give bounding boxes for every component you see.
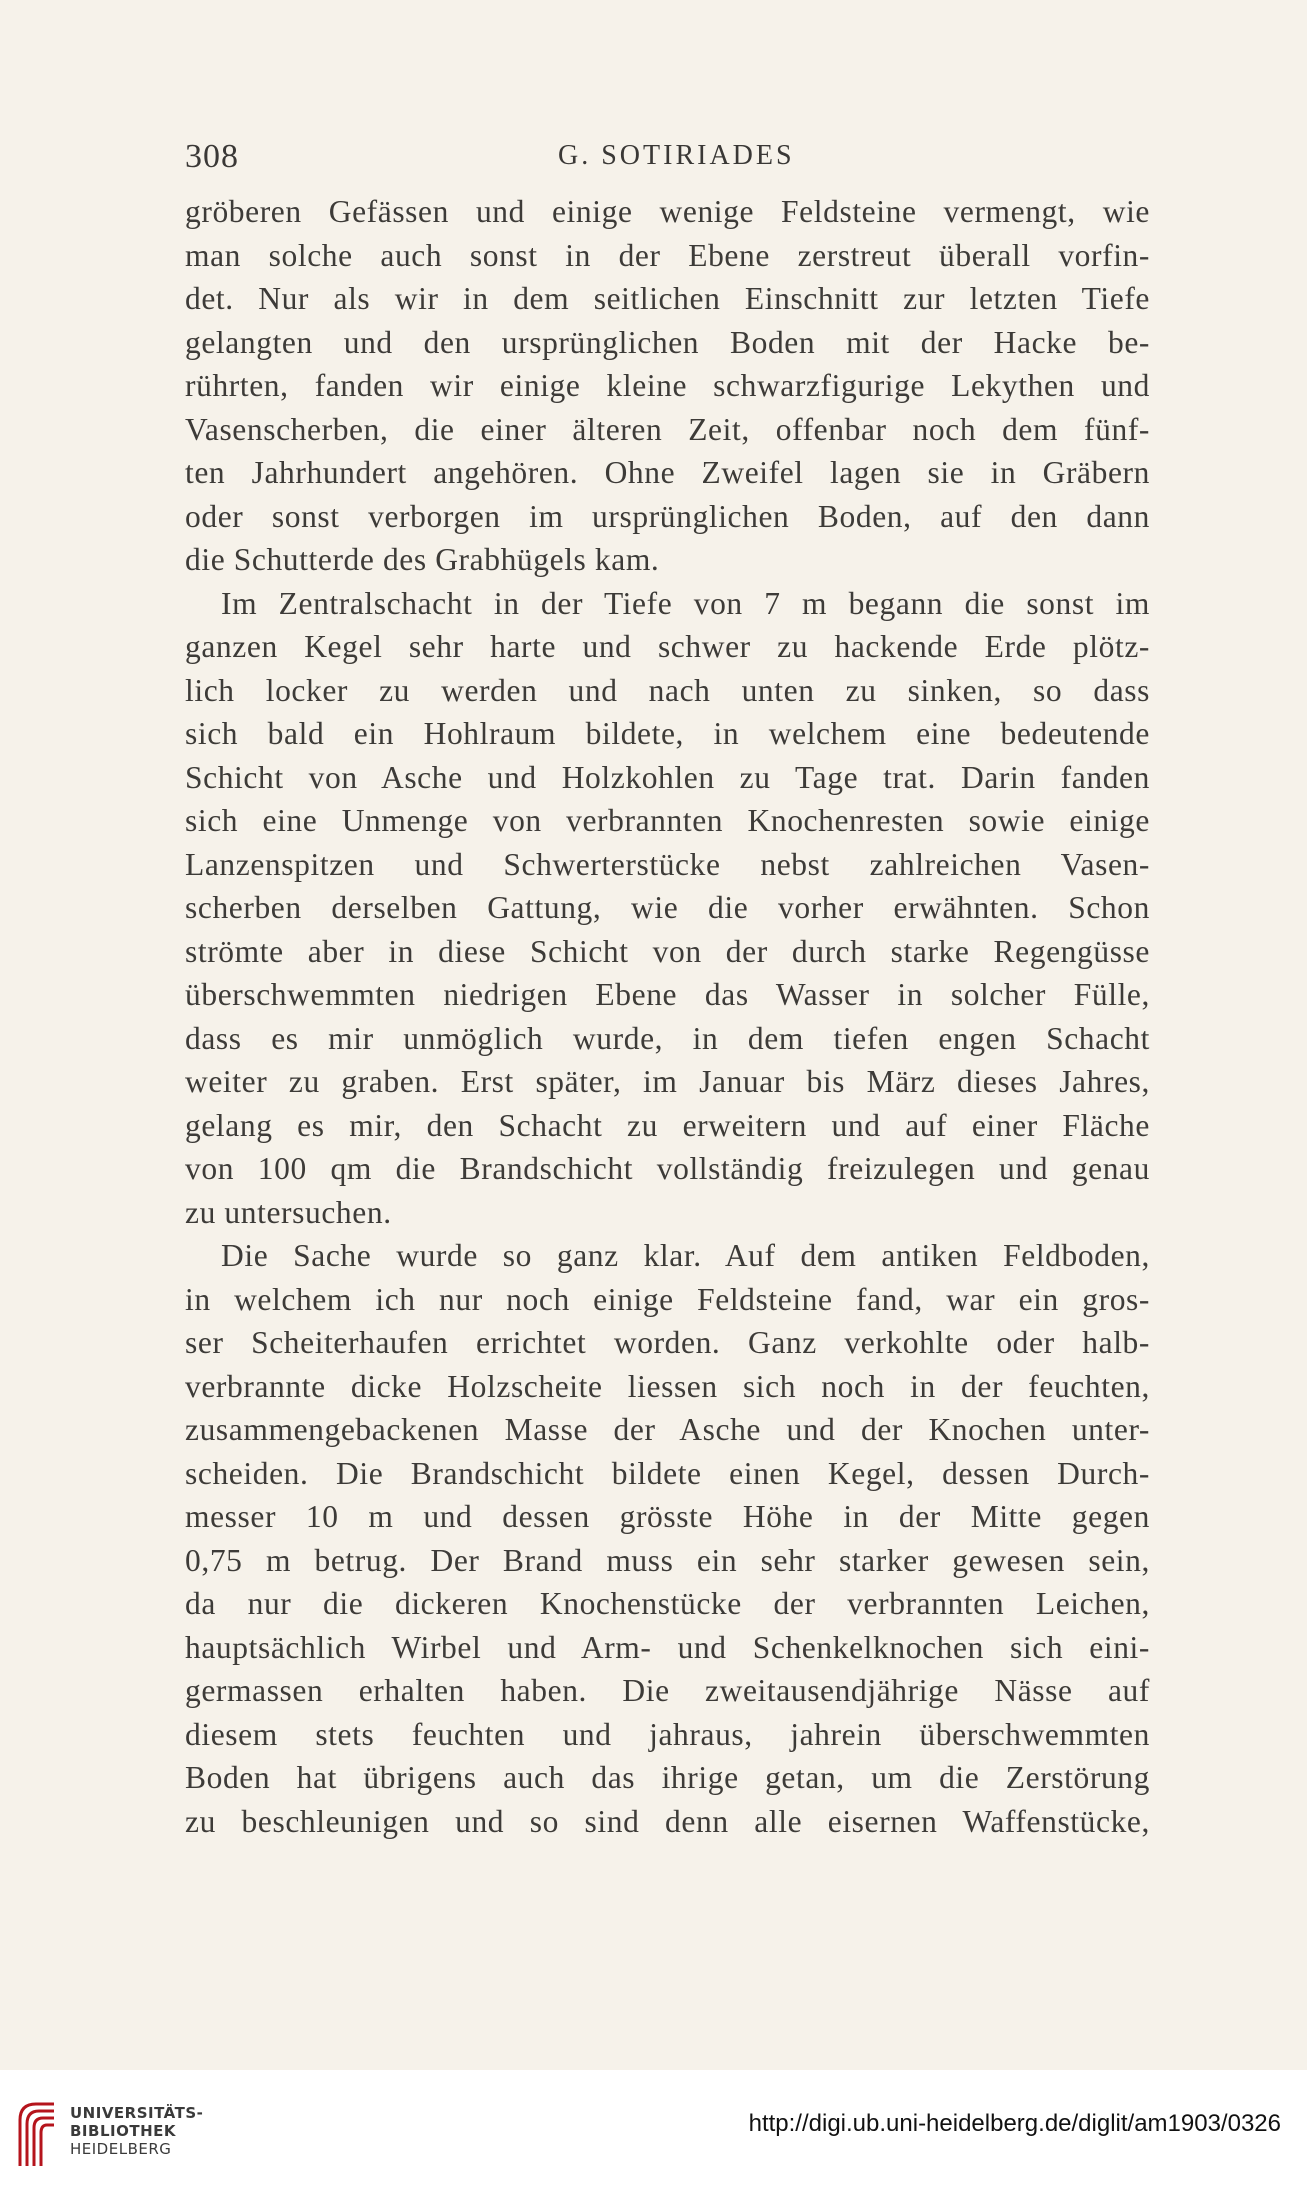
text-line: Schicht von Asche und Holzkohlen zu Tage trat. Darin fanden bbox=[185, 759, 1150, 795]
library-name-line: UNIVERSITÄTS- bbox=[70, 2104, 204, 2122]
text-line: dass es mir unmöglich wurde, in dem tiefen engen Schacht bbox=[185, 1020, 1150, 1056]
text-line: Boden hat übrigens auch das ihrige getan, um die Zerstörung bbox=[185, 1760, 1150, 1795]
text-line: strömte aber in diese Schicht von der durch starke Regengüsse bbox=[185, 933, 1150, 969]
text-line: ganzen Kegel sehr harte und schwer zu hackende Erde plötz- bbox=[185, 629, 1150, 664]
text-line: da nur die dickeren Knochenstücke der verbrannten Leichen, bbox=[185, 1586, 1150, 1621]
text-line: überschwemmten niedrigen Ebene das Wasser in solcher Fülle, bbox=[185, 977, 1150, 1012]
text-line: diesem stets feuchten und jahraus, jahrein überschwemmten bbox=[185, 1716, 1150, 1752]
text-line: germassen erhalten haben. Die zweitausendjährige Nässe auf bbox=[185, 1673, 1150, 1708]
text-line: weiter zu graben. Erst später, im Januar bis März dieses Jahres, bbox=[185, 1064, 1150, 1099]
body-text bbox=[185, 190, 1150, 1843]
text-line: Im Zentralschacht in der Tiefe von 7 m begann die sonst im bbox=[221, 585, 1150, 621]
text-line: ten Jahrhundert angehören. Ohne Zweifel lagen sie in Gräbern bbox=[185, 455, 1150, 490]
library-name bbox=[70, 2104, 203, 2158]
text-line: in welchem ich nur noch einige Feldsteine fand, war ein gros- bbox=[185, 1281, 1150, 1317]
text-line: ser Scheiterhaufen errichtet worden. Ganz verkohlte oder halb- bbox=[185, 1325, 1150, 1360]
text-line: sich eine Unmenge von verbrannten Knochenresten sowie einige bbox=[185, 803, 1150, 838]
text-line: hauptsächlich Wirbel und Arm- und Schenkelknochen sich eini- bbox=[185, 1629, 1150, 1665]
text-line: det. Nur als wir in dem seitlichen Einschnitt zur letzten Tiefe bbox=[185, 281, 1150, 316]
paragraph-3 bbox=[185, 1234, 1150, 1843]
page-header bbox=[185, 138, 1150, 178]
running-title: G. SOTIRIADES bbox=[558, 140, 795, 171]
source-url-link[interactable]: http://digi.ub.uni-heidelberg.de/diglit/am1903/0326 bbox=[748, 2110, 1281, 2137]
paragraph-2 bbox=[185, 582, 1150, 1235]
library-logo-icon bbox=[14, 2098, 60, 2170]
text-line: zu beschleunigen und so sind denn alle eisernen Waffenstücke, bbox=[185, 1803, 1150, 1839]
text-line: 0,75 m betrug. Der Brand muss ein sehr starker gewesen sein, bbox=[185, 1542, 1150, 1578]
paragraph-1 bbox=[185, 190, 1150, 582]
text-line: oder sonst verborgen im ursprünglichen Boden, auf den dann bbox=[185, 498, 1150, 534]
text-line: lich locker zu werden und nach unten zu sinken, so dass bbox=[185, 672, 1150, 708]
text-line: sich bald ein Hohlraum bildete, in welchem eine bedeutende bbox=[185, 716, 1150, 751]
text-line: rührten, fanden wir einige kleine schwarzfigurige Lekythen und bbox=[185, 368, 1150, 403]
text-line: von 100 qm die Brandschicht vollständig freizulegen und genau bbox=[185, 1151, 1150, 1186]
text-line: die Schutterde des Grabhügels kam. bbox=[185, 542, 660, 577]
text-line: zu untersuchen. bbox=[185, 1194, 392, 1230]
text-line: Vasenscherben, die einer älteren Zeit, offenbar noch dem fünf- bbox=[185, 411, 1150, 447]
digitization-footer bbox=[0, 2070, 1307, 2204]
text-line: zusammengebackenen Masse der Asche und der Knochen unter- bbox=[185, 1412, 1150, 1447]
library-name-line: BIBLIOTHEK bbox=[70, 2122, 176, 2140]
text-line: Lanzenspitzen und Schwerterstücke nebst zahlreichen Vasen- bbox=[185, 846, 1150, 882]
text-line: scherben derselben Gattung, wie die vorher erwähnten. Schon bbox=[185, 890, 1150, 925]
library-name-line: HEIDELBERG bbox=[70, 2140, 172, 2158]
text-line: scheiden. Die Brandschicht bildete einen Kegel, dessen Durch- bbox=[185, 1455, 1150, 1491]
text-line: messer 10 m und dessen grösste Höhe in der Mitte gegen bbox=[185, 1499, 1150, 1534]
text-line: gröberen Gefässen und einige wenige Feldsteine vermengt, wie bbox=[185, 194, 1150, 229]
text-line: gelangten und den ursprünglichen Boden mit der Hacke be- bbox=[185, 324, 1150, 360]
text-line: gelang es mir, den Schacht zu erweitern und auf einer Fläche bbox=[185, 1107, 1150, 1143]
page-number: 308 bbox=[185, 138, 239, 175]
text-line: man solche auch sonst in der Ebene zerstreut überall vorfin- bbox=[185, 237, 1150, 273]
text-line: Die Sache wurde so ganz klar. Auf dem antiken Feldboden, bbox=[221, 1238, 1150, 1273]
text-line: verbrannte dicke Holzscheite liessen sich noch in der feuchten, bbox=[185, 1368, 1150, 1404]
